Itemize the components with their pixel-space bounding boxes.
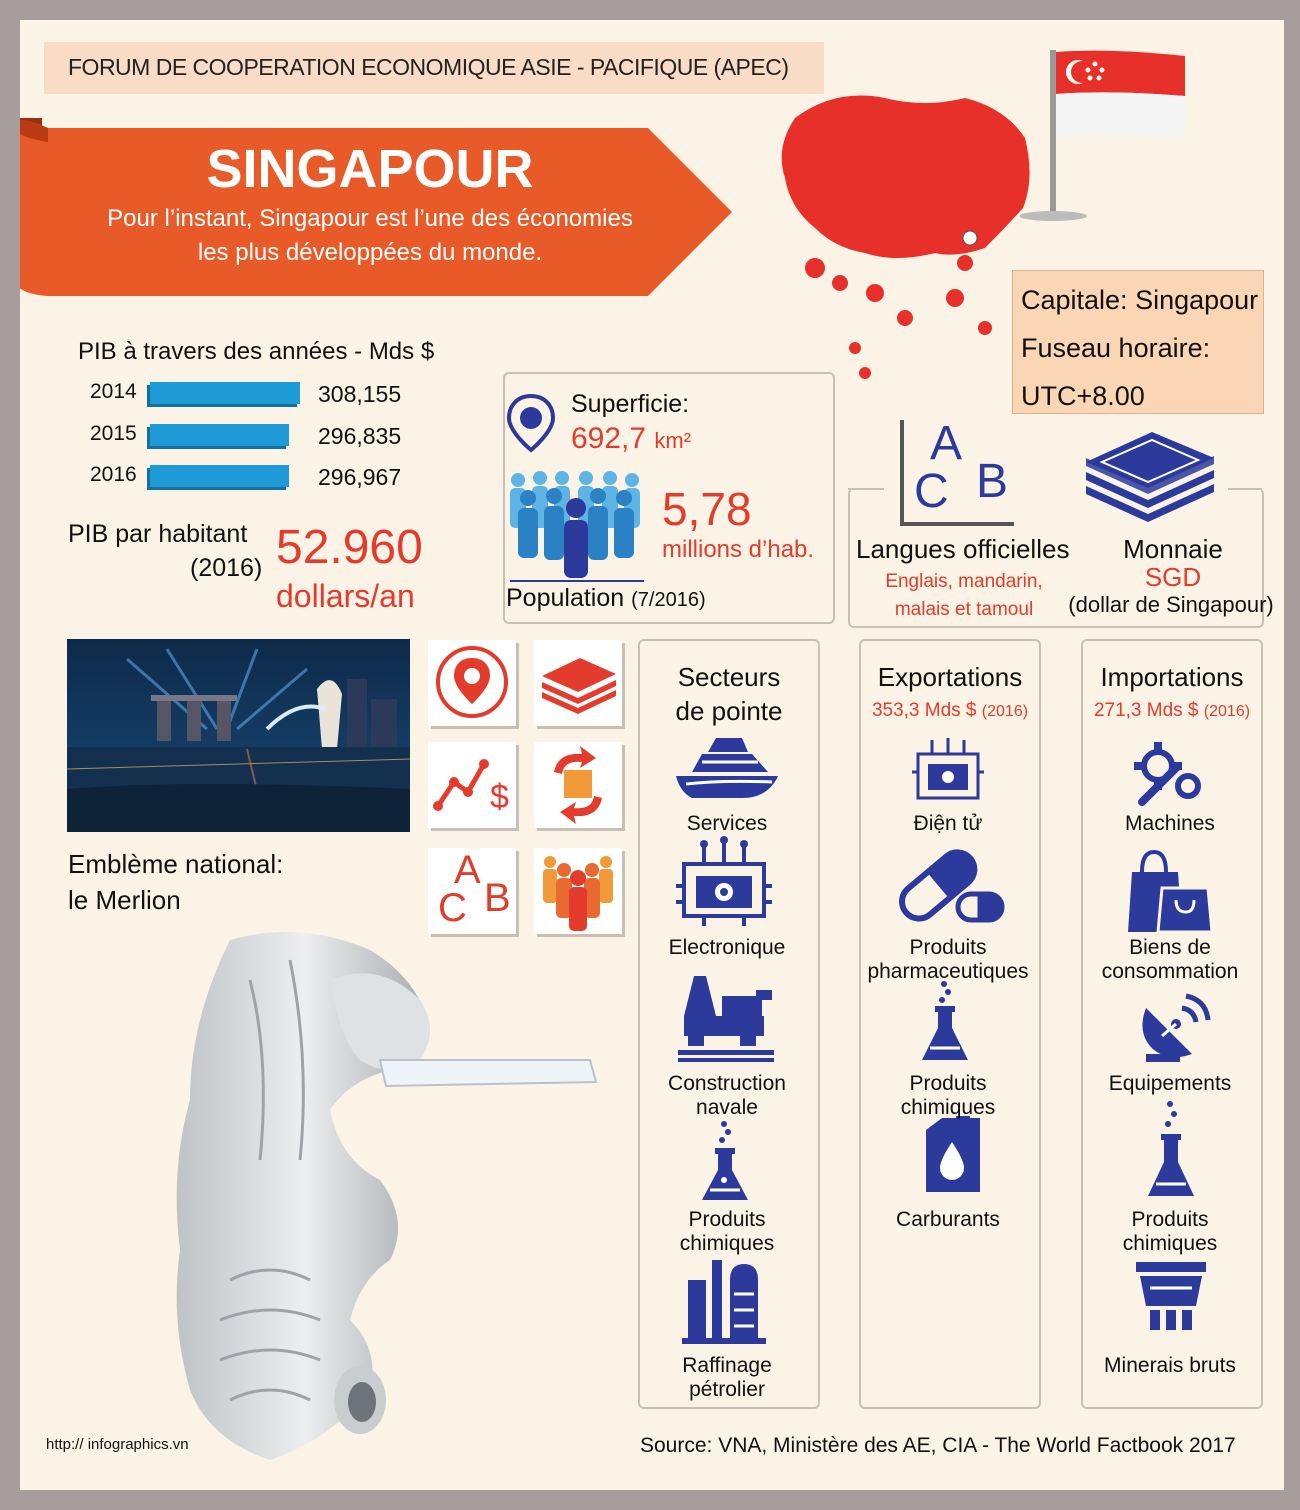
chemistry-flask-icon [698, 1120, 752, 1204]
import-item-5 [1079, 1354, 1261, 1378]
emblem-text [68, 846, 283, 918]
imports-title: Importations [1100, 662, 1244, 692]
currency-name: (dollar de Singapour) [1068, 592, 1274, 617]
sector-item-text: Produits [688, 1208, 766, 1231]
tile-growth-dollar [428, 742, 516, 828]
circuit-board-icon [674, 836, 774, 928]
footer-url: http:// infographics.vn [46, 1436, 189, 1453]
sectors-title-line-2: de pointe [675, 696, 783, 726]
banknotes-icon [1082, 422, 1218, 522]
currency-code: SGD [1144, 562, 1202, 592]
subtitle-line-1: Pour l’instant, Singapour est l’une des économies [107, 205, 633, 232]
chemistry-flask-icon [1144, 1100, 1198, 1200]
gdp-bar-2014 [150, 382, 300, 404]
abc-letter-c: C [914, 465, 949, 518]
fuel-canister-icon [920, 1116, 986, 1194]
export-item-text: Carburants [896, 1208, 1000, 1231]
box-top-left-border [848, 488, 884, 490]
trade-exchange-icon [534, 742, 622, 828]
population-label-wrap [506, 584, 706, 613]
people-crowd-icon [506, 468, 646, 580]
tile-letter-b: B [484, 876, 511, 920]
subtitle-line-2: les plus développées du monde. [197, 239, 543, 266]
gdp-per-capita-value: 52.960 [276, 521, 423, 574]
sector-item-text: Electronique [668, 936, 786, 959]
mining-cart-icon [1136, 1258, 1206, 1332]
gdp-year-2016: 2016 [90, 463, 137, 486]
forum-title: FORUM DE COOPERATION ECONOMIQUE ASIE - PACIFIQUE (APEC) [68, 54, 789, 80]
emblem-line-1: Emblème national: [68, 849, 284, 879]
timezone-label: Fuseau horaire: [1021, 333, 1211, 363]
sector-item-text: Services [686, 812, 768, 835]
gdp-title: PIB à travers des années - Mds $ [78, 338, 435, 365]
exports-year: (2016) [981, 703, 1029, 720]
electronics-chip-icon [910, 736, 986, 806]
imports-value: 271,3 Mds $ [1093, 700, 1199, 721]
exports-value-wrap [859, 700, 1041, 722]
export-item-4 [857, 1208, 1039, 1232]
export-item-3 [857, 1072, 1039, 1120]
tile-trade [534, 742, 622, 828]
imports-value-wrap [1081, 700, 1263, 722]
emblem-line-2: le Merlion [68, 885, 181, 915]
languages-list-line-2: malais et tamoul [894, 599, 1034, 620]
currency-label: Monnaie [1123, 534, 1223, 564]
capital-label: Capitale: Singapour [1021, 285, 1259, 315]
marina-bay-night-photo [67, 639, 410, 832]
sector-item-text: Construction [668, 1072, 786, 1095]
location-pin-icon [505, 392, 557, 454]
export-item-1 [857, 812, 1039, 836]
export-item-text: Điện tử [913, 812, 983, 835]
import-item-text: Minerais bruts [1104, 1354, 1236, 1377]
sector-item-1 [636, 812, 818, 836]
gdp-value-2015: 296,835 [318, 423, 402, 449]
import-item-text: Biens de [1129, 936, 1211, 959]
sectors-title [638, 660, 820, 728]
export-item-text: chimiques [900, 1096, 996, 1119]
sector-item-text: pétrolier [689, 1378, 765, 1401]
gdp-value-2016: 296,967 [318, 464, 402, 490]
oil-refinery-icon [682, 1250, 766, 1344]
import-item-text: Equipements [1108, 1072, 1232, 1095]
import-item-3 [1079, 1072, 1261, 1096]
languages-list [858, 568, 1070, 624]
export-item-text: pharmaceutiques [867, 960, 1029, 983]
sector-item-text: navale [696, 1096, 758, 1119]
footer-source: Source: VNA, Ministère des AE, CIA - The World Factbook 2017 [640, 1434, 1236, 1457]
sector-item-3 [636, 1072, 818, 1120]
import-item-text: chimiques [1122, 1232, 1218, 1255]
gdp-bar-2016 [150, 465, 289, 487]
tile-location [428, 640, 516, 726]
import-item-text: Machines [1125, 812, 1215, 835]
sector-item-4 [636, 1208, 818, 1256]
gdp-per-capita-label: PIB par habitant [68, 520, 248, 548]
sector-item-text: chimiques [679, 1232, 775, 1255]
banknotes-icon [534, 640, 622, 726]
area-value: 692,7 [571, 422, 647, 455]
abc-letters-icon [900, 417, 1014, 526]
satellite-dish-icon [1132, 988, 1212, 1064]
area-unit: km² [654, 428, 692, 453]
tile-banknotes [534, 640, 622, 726]
tile-letter-c: C [438, 886, 467, 930]
export-item-text: Produits [909, 1072, 987, 1095]
chemistry-flask-icon [918, 980, 972, 1062]
singapore-map [755, 78, 1055, 388]
infographic-page [20, 20, 1284, 1490]
abc-letter-a: A [930, 417, 963, 470]
population-value: 5,78 [662, 483, 752, 535]
abc-bar-horizontal [900, 522, 1014, 526]
population-date: (7/2016) [631, 589, 706, 611]
location-pin-icon [428, 640, 516, 726]
abc-bar-vertical [900, 420, 904, 526]
import-item-4 [1079, 1208, 1261, 1256]
page-subtitle [60, 202, 680, 270]
timezone-value: UTC+8.00 [1021, 381, 1145, 411]
page-title: SINGAPOUR [206, 139, 534, 199]
capital-info-box [1012, 270, 1264, 414]
export-item-text: Produits [909, 936, 987, 959]
languages-list-line-1: Englais, mandarin, [885, 571, 1043, 592]
gdp-per-capita-year: (2016) [190, 554, 263, 582]
imports-year: (2016) [1203, 703, 1251, 720]
import-item-text: consommation [1101, 960, 1239, 983]
sectors-title-line-1: Secteurs [677, 662, 781, 692]
growth-chart-dollar-icon [428, 742, 516, 828]
tile-letter-a: A [454, 848, 481, 892]
import-item-text: Produits [1131, 1208, 1209, 1231]
shopping-bags-icon [1128, 848, 1214, 934]
sector-item-5 [636, 1354, 818, 1402]
gdp-value-2014: 308,155 [318, 381, 402, 407]
dollar-sign: $ [490, 778, 509, 816]
abc-letter-b: B [976, 455, 1009, 508]
import-item-1 [1079, 812, 1261, 836]
exports-value: 353,3 Mds $ [871, 700, 977, 721]
import-item-2 [1079, 936, 1261, 984]
gdp-bar-2015 [150, 424, 289, 446]
population-label: Population [506, 584, 625, 612]
gdp-year-2014: 2014 [90, 380, 137, 403]
gdp-year-2015: 2015 [90, 422, 137, 445]
sector-item-2 [636, 936, 818, 960]
sector-item-text: Raffinage [682, 1354, 772, 1377]
area-label: Superficie: [571, 390, 690, 418]
singapore-flag [1020, 50, 1200, 230]
area-value-wrap [571, 422, 691, 456]
merlion-statue-image [150, 920, 610, 1490]
ship-construction-crane-icon [676, 966, 776, 1062]
box-top-right-border [1228, 488, 1262, 490]
population-divider [510, 580, 644, 582]
export-item-2 [857, 936, 1039, 984]
gdp-per-capita-unit: dollars/an [276, 578, 415, 614]
languages-label: Langues officielles [856, 534, 1070, 564]
cruise-ship-icon [672, 732, 782, 802]
exports-title: Exportations [877, 662, 1023, 692]
gear-wrench-icon [1128, 736, 1212, 810]
population-unit: millions d’hab. [662, 536, 815, 563]
pill-capsule-icon [886, 846, 1006, 926]
